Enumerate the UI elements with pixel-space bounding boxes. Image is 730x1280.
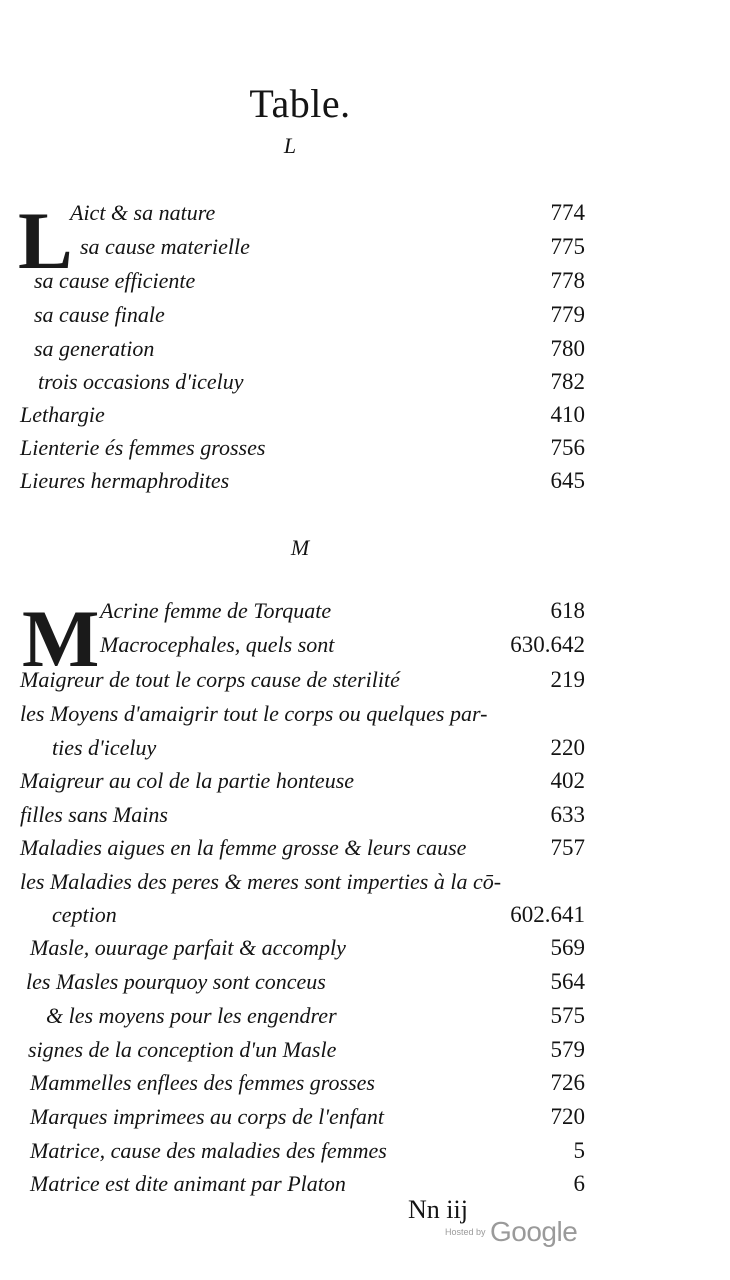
entry-text: Masle, ouurage parfait & accomply — [30, 935, 346, 960]
entry-page: 579 — [550, 1037, 585, 1062]
signature-mark: Nn iij — [408, 1195, 468, 1224]
entry-text: Macrocephales, quels sont — [100, 632, 335, 657]
entry-page: 219 — [550, 667, 585, 692]
section-heading-m: M — [290, 535, 310, 560]
entry-page: 618 — [550, 598, 585, 623]
index-entry — [0, 764, 730, 797]
entry-page: 782 — [550, 369, 585, 394]
entry-text: Maladies aigues en la femme grosse & leurs cause — [20, 835, 467, 860]
index-entry — [0, 697, 730, 730]
entry-text: Marques imprimees au corps de l'enfant — [30, 1104, 385, 1129]
index-entry — [0, 230, 730, 263]
section-heading-l: L — [283, 133, 297, 158]
entry-text: les Masles pourquoy sont conceus — [26, 969, 326, 994]
entry-text: & les moyens pour les engendrer — [46, 1003, 337, 1028]
entry-page: 779 — [550, 302, 585, 327]
dropcap-m: M — [22, 593, 100, 684]
entry-page: 633 — [550, 802, 585, 827]
index-entry — [0, 365, 730, 398]
index-entry — [0, 298, 730, 331]
entry-text: Lieures hermaphrodites — [20, 468, 230, 493]
index-entry — [0, 965, 730, 998]
entry-text: sa generation — [34, 336, 155, 361]
google-watermark — [445, 1216, 577, 1248]
entry-page: 5 — [573, 1138, 585, 1163]
index-entry — [0, 999, 730, 1032]
entry-page: 757 — [550, 835, 585, 860]
index-entry — [0, 663, 730, 696]
entry-text: Matrice est dite animant par Platon — [30, 1171, 346, 1196]
entry-page: 645 — [550, 468, 585, 493]
index-entry — [0, 931, 730, 964]
entry-text: Lienterie és femmes grosses — [20, 435, 266, 460]
entry-page: 569 — [550, 935, 585, 960]
entry-page: 6 — [573, 1171, 585, 1196]
index-entry — [0, 594, 730, 627]
entry-text: sa cause finale — [34, 302, 165, 327]
entry-page: 775 — [550, 234, 585, 259]
entry-page: 720 — [550, 1104, 585, 1129]
entry-text: sa cause materielle — [80, 234, 250, 259]
entry-text: signes de la conception d'un Masle — [28, 1037, 337, 1062]
entry-page: 756 — [550, 435, 585, 460]
entry-text: les Moyens d'amaigrir tout le corps ou quelques par- — [20, 701, 488, 726]
entry-page: 602.641 — [510, 902, 585, 927]
index-entry — [0, 798, 730, 831]
entry-text: Acrine femme de Torquate — [100, 598, 332, 623]
entry-page: 410 — [550, 402, 585, 427]
entry-page: 402 — [550, 768, 585, 793]
entry-page: 564 — [550, 969, 585, 994]
entry-page: 220 — [550, 735, 585, 760]
entry-page: 575 — [550, 1003, 585, 1028]
index-entry — [0, 332, 730, 365]
index-entry — [0, 431, 730, 464]
watermark-brand: Google — [489, 1216, 578, 1247]
page-title: Table. — [249, 81, 351, 126]
entry-text: Maigreur de tout le corps cause de sterilité — [20, 667, 400, 692]
index-entry — [0, 731, 730, 764]
index-entry — [0, 1134, 730, 1167]
index-entry — [0, 1100, 730, 1133]
entry-page: 778 — [550, 268, 585, 293]
dropcap-l: L — [18, 195, 73, 286]
entry-text: Aict & sa nature — [70, 200, 216, 225]
watermark-prefix: Hosted by — [445, 1227, 486, 1237]
entry-text: ties d'iceluy — [52, 735, 157, 760]
entry-text: Matrice, cause des maladies des femmes — [30, 1138, 387, 1163]
entry-text: sa cause efficiente — [34, 268, 196, 293]
index-entry — [0, 398, 730, 431]
entry-page: 630.642 — [510, 632, 585, 657]
index-entry — [0, 628, 730, 661]
index-entry — [0, 898, 730, 931]
entry-text: les Maladies des peres & meres sont imperties à la cō- — [20, 869, 502, 894]
entry-text: ception — [52, 902, 117, 927]
index-entry — [0, 1066, 730, 1099]
entry-text: filles sans Mains — [20, 802, 168, 827]
index-entry — [0, 831, 730, 864]
index-entry — [0, 464, 730, 497]
entry-text: trois occasions d'iceluy — [38, 369, 244, 394]
entry-page: 774 — [550, 200, 585, 225]
index-entry — [0, 264, 730, 297]
entry-text: Mammelles enflees des femmes grosses — [30, 1070, 375, 1095]
entry-text: Maigreur au col de la partie honteuse — [20, 768, 355, 793]
index-entry — [0, 865, 730, 898]
entry-text: Lethargie — [20, 402, 105, 427]
index-entry — [0, 1167, 730, 1200]
entry-page: 726 — [550, 1070, 585, 1095]
entry-page: 780 — [550, 336, 585, 361]
index-entry — [0, 196, 730, 229]
index-entry — [0, 1033, 730, 1066]
